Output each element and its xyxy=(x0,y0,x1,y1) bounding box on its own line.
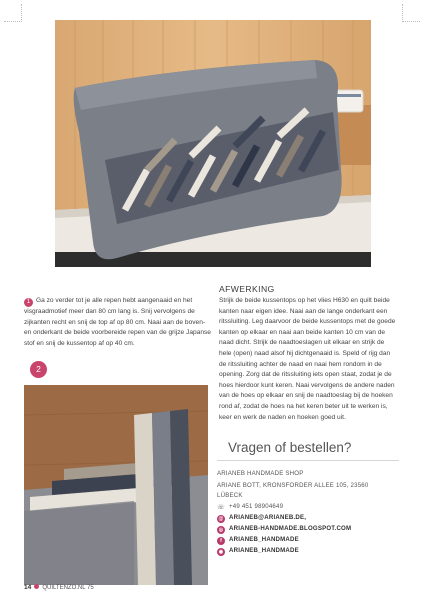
instagram-icon: ◉ xyxy=(218,549,224,555)
contact-title: Vragen of bestellen? xyxy=(228,440,352,455)
instagram-link[interactable]: ARIANEB_HANDMADE xyxy=(229,547,299,554)
step-1-text: Ga zo verder tot je alle repen hebt aangenaaid en het visgraadmotief meer dan 80 cm lang is. Snij vervolgens de zijkanten recht en snij de top af op 80 cm. Naai aan de boven- en onderkant de beide voorbereide repen van de grijze Japanse stof en snij de kussentop af op 40 cm. xyxy=(24,297,211,347)
contact-box xyxy=(217,460,399,580)
page-number: 14 xyxy=(24,584,32,591)
page-footer xyxy=(24,584,94,591)
phone-icon: ☏ xyxy=(217,505,225,511)
email-row[interactable] xyxy=(217,513,306,523)
strips-photo xyxy=(24,385,208,585)
section-title: AFWERKING xyxy=(219,284,275,294)
footer-site: QUILTENZO.NL 75 xyxy=(42,585,94,591)
facebook-link[interactable]: ARIANEB_HANDMADE xyxy=(229,536,299,543)
crop-mark-top-left xyxy=(4,4,22,22)
blog-link[interactable]: ARIANEB-HANDMADE.BLOGSPOT.COM xyxy=(229,525,352,532)
email-icon: @ xyxy=(218,516,224,522)
shop-name: ARIANEB HANDMADE SHOP xyxy=(217,470,304,477)
footer-dot-icon xyxy=(34,584,39,589)
globe-icon: ◎ xyxy=(218,527,224,533)
city: LÜBECK xyxy=(217,492,243,499)
address: ARIANE BOTT, KRONSFORDER ALLEE 105, 23560 xyxy=(217,482,369,489)
step-1-paragraph xyxy=(24,296,214,349)
facebook-row[interactable] xyxy=(217,535,299,545)
blog-row[interactable] xyxy=(217,524,351,534)
finishing-paragraph: Strijk de beide kussentops op het vlies H630 en quilt beide kanten naar eigen idee. Naai aan de lange onderkant een ritssluiting. Leg daarvoor de beide kussentops met de goede kanten op elkaar en naai aan beide kanten 10 cm van de naad dicht. Strijk de naadtoeslagen uit elkaar en strijk de hele (open) naad alsof hij dichtgenaaid is. Speld of rijg dan de ritssluiting achter de naad en naai hem rondom in de opening. Zorg dat de ritssluiting iets open staat, zodat je de hoes hierdoor kunt keren. Naai vervolgens de andere naden van de hoes op elkaar en snij de naadtoeslag bij de hoeken rond af, zodat de hoes na het keren beter uit te werken is, keer en werk de naden en hoeken goed uit. xyxy=(219,297,396,421)
pillow-photo xyxy=(55,20,371,267)
email-link[interactable]: ARIANEB@ARIANEB.DE, xyxy=(229,514,307,521)
facebook-icon: f xyxy=(217,537,225,545)
step-1-badge: 1 xyxy=(24,298,33,307)
crop-mark-top-right xyxy=(402,4,420,22)
phone-row xyxy=(217,502,283,512)
step-2-badge: 2 xyxy=(30,361,47,378)
phone: +49 451 98904649 xyxy=(229,503,284,510)
instagram-row[interactable] xyxy=(217,546,299,556)
